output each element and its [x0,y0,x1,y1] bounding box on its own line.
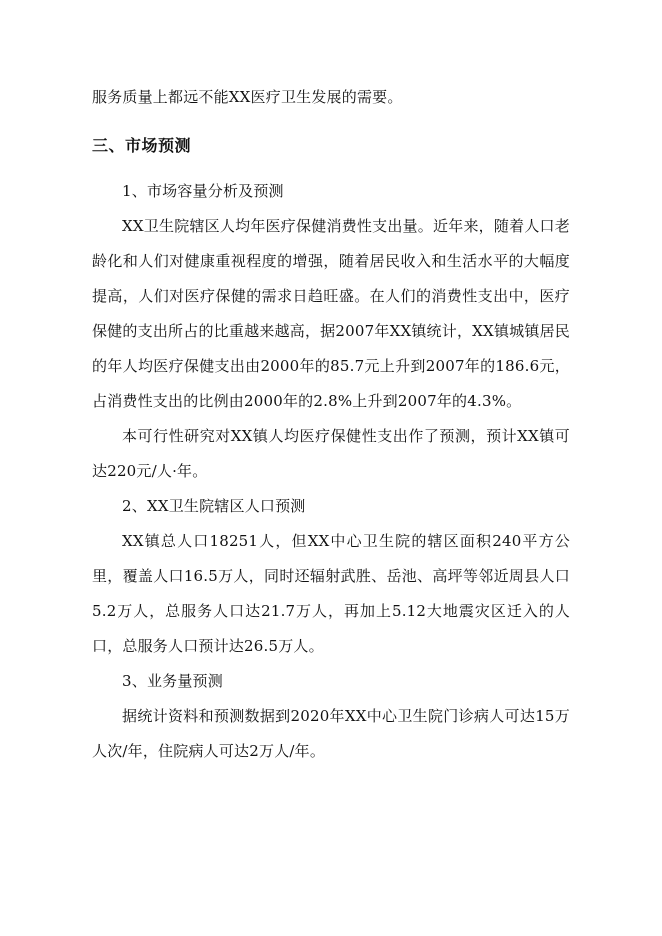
intro-paragraph: 服务质量上都远不能XX医疗卫生发展的需要。 [92,88,403,106]
document-body [92,80,570,769]
subsection-3-paragraph-1: 据统计资料和预测数据到2020年XX中心卫生院门诊病人可达15万人次/年，住院病人可达2万人/年。 [92,707,570,760]
subsection-1-paragraph-2: 本可行性研究对XX镇人均医疗保健性支出作了预测，预计XX镇可达220元/人·年。 [92,427,570,480]
subsection-2-paragraph-1: XX镇总人口18251人，但XX中心卫生院的辖区面积240平方公里，覆盖人口16.5万人，同时还辐射武胜、岳池、高坪等邻近周县人口5.2万人，总服务人口达21.7万人，再加上5.12大地震灾区迁入的人口，总服务人口预计达26.5万人。 [92,532,570,655]
subsection-1-paragraph-1: XX卫生院辖区人均年医疗保健消费性支出量。近年来，随着人口老龄化和人们对健康重视程度的增强，随着居民收入和生活水平的大幅度提高，人们对医疗保健的需求日趋旺盛。在人们的消费性支出中，医疗保健的支出所占的比重越来越高，据2007年XX镇统计，XX镇城镇居民的年人均医疗保健支出由2000年的85.7元上升到2007年的186.6元，占消费性支出的比例由2000年的2.8%上升到2007年的4.3%。 [92,217,570,410]
section-heading: 三、市场预测 [92,136,192,155]
subsection-2-title: 2、XX卫生院辖区人口预测 [122,497,306,515]
subsection-1-title: 1、市场容量分析及预测 [122,182,284,200]
subsection-3-title: 3、业务量预测 [122,672,223,690]
